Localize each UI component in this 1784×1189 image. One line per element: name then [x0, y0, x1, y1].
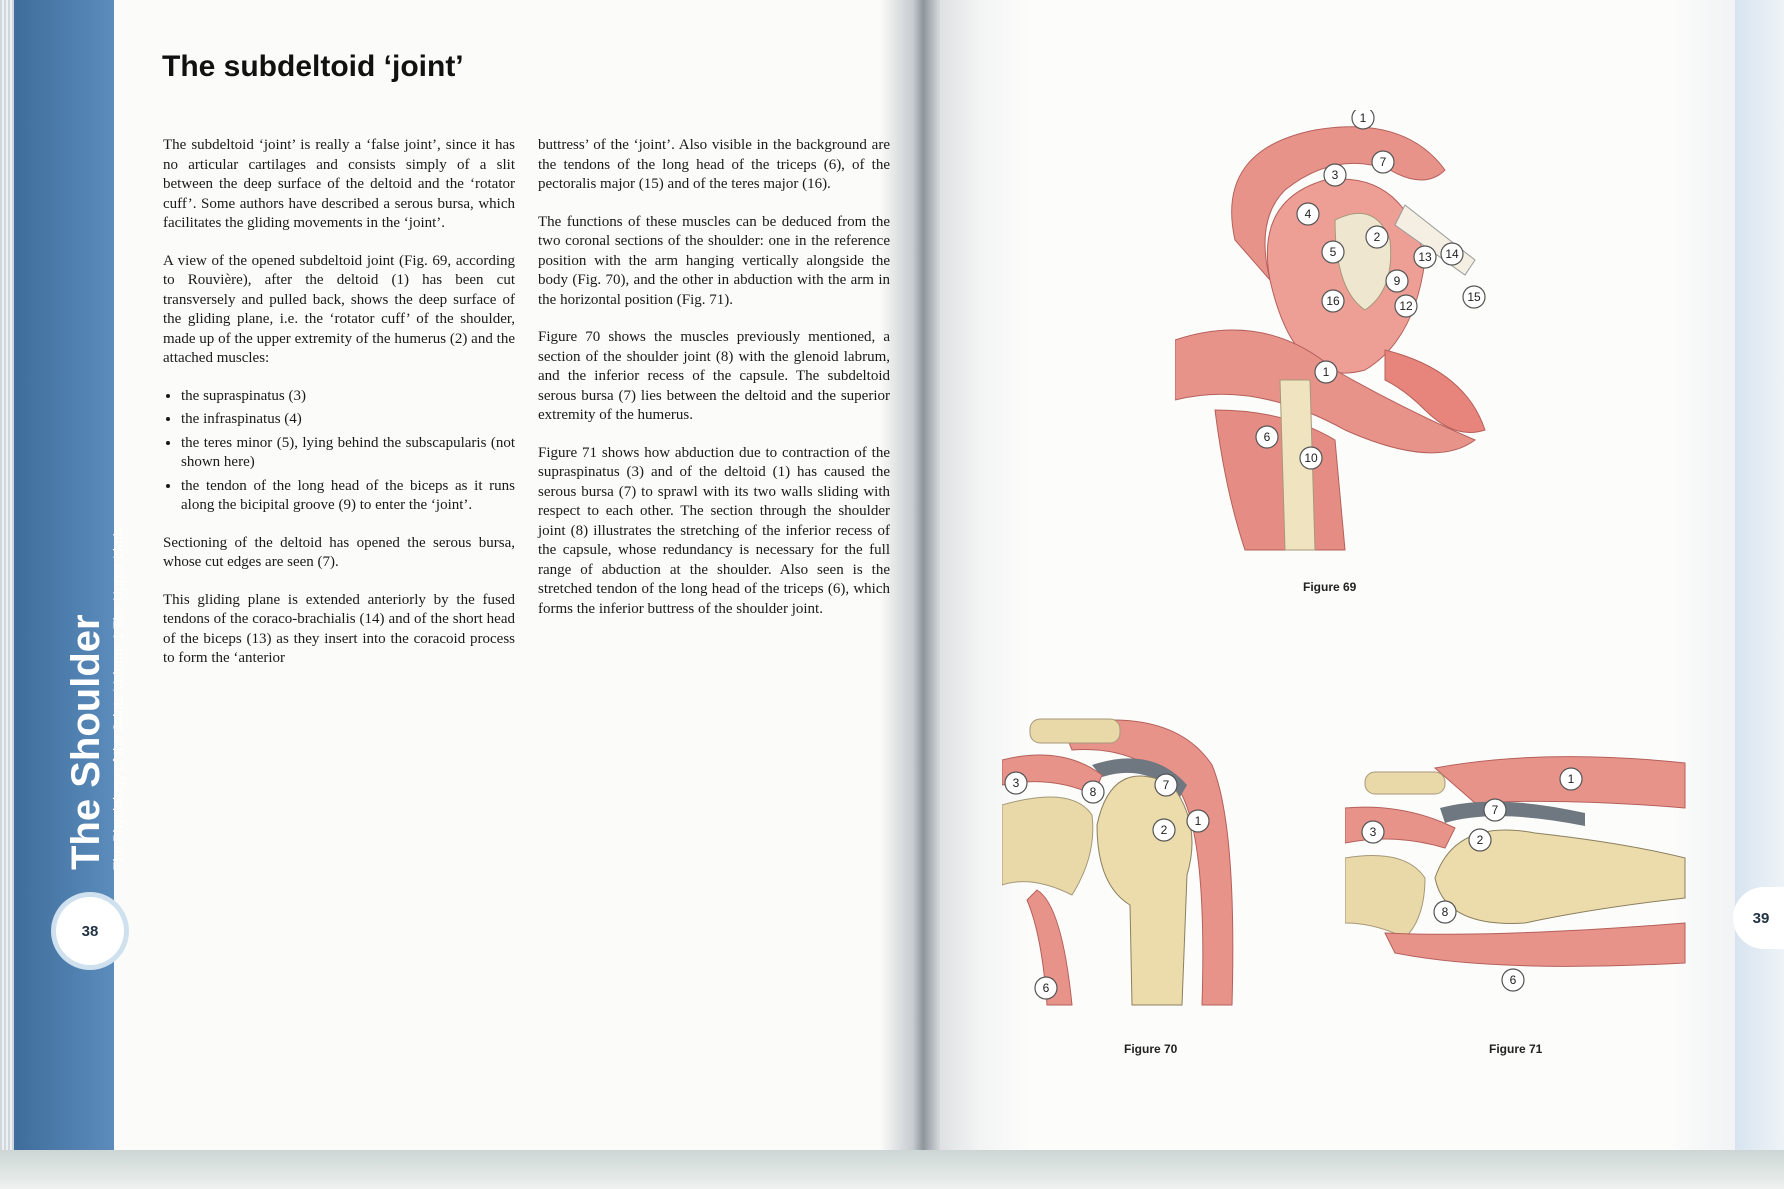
list-item: • the supraspinatus (3) — [181, 387, 515, 407]
label-1: 1 — [1567, 772, 1575, 786]
label-3: 3 — [1331, 168, 1339, 182]
label-5: 5 — [1329, 245, 1337, 259]
label-12: 12 — [1399, 299, 1413, 313]
label-7: 7 — [1491, 803, 1499, 817]
subdeltoid-bursa — [1440, 802, 1585, 826]
label-2: 2 — [1476, 833, 1484, 847]
paragraph: A view of the opened subdeltoid joint (Fig. 69, according to Rouvière), after the deltoid (1) has been cut transversely and pulled back, shows the deep surface of the gliding plane, i.e. the ‘rotator cuff’ of the shoulder, made up of the upper extremity of the humerus (2) and the attached muscles: — [163, 252, 515, 366]
chapter-sidebar — [14, 0, 126, 1150]
page-edges — [0, 0, 14, 1150]
label-7: 7 — [1379, 155, 1387, 169]
show-through-text — [150, 55, 158, 89]
paragraph: Sectioning of the deltoid has opened the serous bursa, whose cut edges are seen (7). — [163, 534, 515, 570]
figure-70-illustration — [1002, 705, 1252, 1015]
label-8: 8 — [1441, 905, 1449, 919]
label-6: 6 — [1509, 973, 1517, 987]
paragraph: Figure 70 shows the muscles previously mentioned, a section of the shoulder joint (8) with the glenoid labrum, and the inferior recess of the capsule. The subdeltoid serous bursa (7) lies between the deltoid and the superior extremity of the humerus. — [538, 329, 890, 423]
series-line: The Physiology of the Joints Volume 1 The Upper Limb — [110, 528, 126, 870]
label-9: 9 — [1393, 274, 1401, 288]
figure-71-caption: Figure 71 — [1489, 1042, 1543, 1056]
humerus — [1097, 776, 1192, 1005]
acromion — [1365, 772, 1445, 794]
paragraph: This gliding plane is extended anteriorly by the fused tendons of the coraco-brachialis (14) and of the short head of the biceps (13) as they insert into the coracoid process to form the ‘anterior — [163, 591, 515, 666]
arm-muscles — [1215, 410, 1345, 550]
label-1: 1 — [1359, 111, 1367, 125]
label-1-lower: 1 — [1322, 365, 1330, 379]
label-2: 2 — [1160, 823, 1168, 837]
right-page-sidebar-strip — [1735, 0, 1784, 1150]
paragraph: Figure 71 shows how abduction due to contraction of the supraspinatus (3) and of the deltoid (1) has caused the serous bursa (7) to sprawl with its two walls sliding with respect to each other. The section through the shoulder joint (8) illustrates the stretching of the inferior recess of the capsule, whose redundancy is necessary for the full range of abduction at the shoulder. Also seen is the stretched tendon of the long head of the triceps (6), which forms the inferior buttress of the shoulder joint. — [538, 444, 890, 617]
figure-70-caption: Figure 70 — [1124, 1042, 1178, 1056]
acromion — [1030, 719, 1120, 743]
paragraph: The subdeltoid ‘joint’ is really a ‘false joint’, since it has no articular cartilages and consists simply of a slit between the deep surface of the deltoid and the ‘rotator cuff’. Some authors have described a serous bursa, which facilitates the gliding movements in the ‘joint’. — [163, 137, 515, 231]
figure-69-illustration — [1175, 110, 1505, 560]
section-title: The Shoulder — [64, 614, 108, 870]
muscle-list — [163, 387, 515, 516]
label-14: 14 — [1445, 247, 1459, 261]
supraspinatus — [1345, 807, 1455, 848]
paragraph: The functions of these muscles can be deduced from the two coronal sections of the shoulder: one in the reference position with the arm hanging vertically alongside the body (Fig. 70), and the other in abduction with the arm in the horizontal position (Fig. 71). — [538, 213, 890, 308]
label-13: 13 — [1418, 250, 1432, 264]
label-2: 2 — [1373, 230, 1381, 244]
paragraph: buttress’ of the ‘joint’. Also visible in the background are the tendons of the long head of the triceps (6), of the pectoralis major (15) and of the teres major (16). — [538, 137, 890, 192]
label-3: 3 — [1012, 776, 1020, 790]
label-10: 10 — [1304, 451, 1318, 465]
page-number-left: 38 — [56, 897, 124, 965]
label-3: 3 — [1369, 825, 1377, 839]
list-item: • the infraspinatus (4) — [181, 410, 515, 430]
table-surface — [0, 1150, 1784, 1189]
label-6: 6 — [1042, 981, 1050, 995]
figure-69-caption: Figure 69 — [1303, 580, 1357, 594]
list-item: • the tendon of the long head of the biceps as it runs along the bicipital groove (9) to enter the ‘joint’. — [181, 477, 515, 516]
text-column-2 — [538, 136, 890, 637]
triceps-long-head — [1385, 923, 1685, 966]
label-4: 4 — [1304, 207, 1312, 221]
label-6: 6 — [1263, 430, 1271, 444]
scapula-glenoid — [1002, 797, 1093, 895]
label-7: 7 — [1162, 778, 1170, 792]
scapula-glenoid — [1345, 856, 1425, 939]
label-8: 8 — [1089, 785, 1097, 799]
list-item: • the teres minor (5), lying behind the subscapularis (not shown here) — [181, 434, 515, 473]
show-through-text-right — [1120, 50, 1128, 84]
label-16: 16 — [1326, 294, 1340, 308]
label-15: 15 — [1467, 290, 1481, 304]
text-column-1 — [163, 136, 515, 687]
page-number-right: 39 — [1733, 887, 1784, 949]
figure-71-illustration — [1345, 748, 1690, 998]
label-1: 1 — [1194, 814, 1202, 828]
page-title: The subdeltoid ‘joint’ — [162, 50, 464, 83]
